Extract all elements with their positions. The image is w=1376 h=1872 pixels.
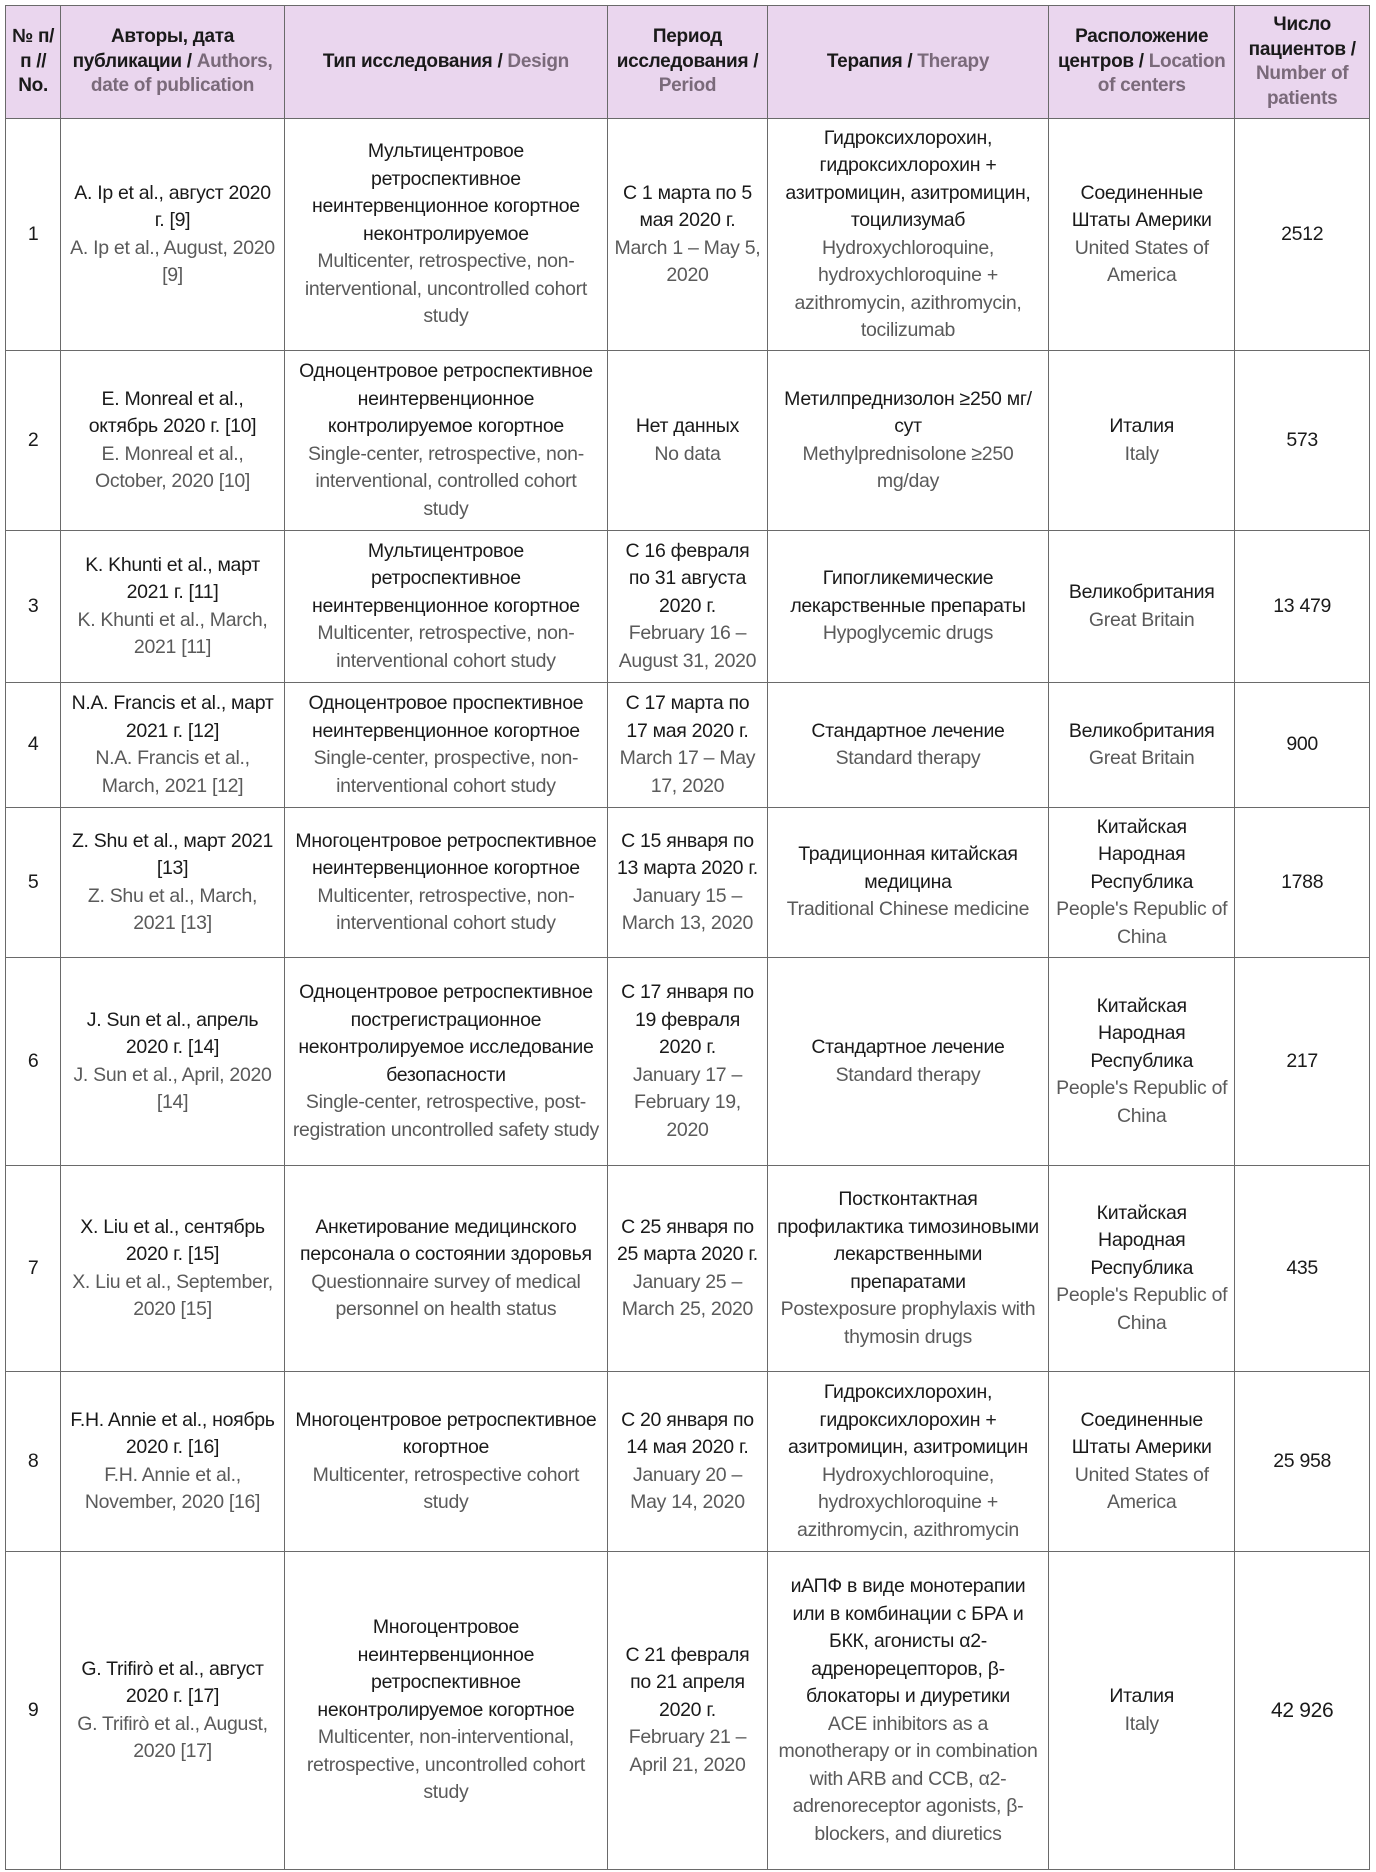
cell-design-ru: Одноцентровое проспективное неинтервенционное когортное <box>308 692 584 742</box>
cell-patients <box>1235 119 1370 351</box>
cell-therapy-en: Traditional Chinese medicine <box>786 898 1030 921</box>
cell-design-en: Multicenter, retrospective, non-interventional cohort study <box>317 622 575 672</box>
table-row <box>6 351 1370 531</box>
cell-therapy <box>767 1372 1048 1552</box>
cell-patients <box>1235 683 1370 808</box>
cell-location-ru: Великобритания <box>1068 719 1215 742</box>
cell-design <box>284 531 607 683</box>
cell-authors-en: A. Ip et al., August, 2020 [9] <box>70 236 275 286</box>
header-period <box>608 6 768 119</box>
cell-therapy-en: Postexposure prophylaxis with thymosin drugs <box>780 1298 1036 1348</box>
cell-patients-ru: 573 <box>1286 428 1318 451</box>
cell-period-ru: С 21 февраля по 21 апреля 2020 г. <box>625 1643 750 1721</box>
cell-no <box>6 683 61 808</box>
table-row <box>6 119 1370 351</box>
header-period-en: Period <box>658 75 717 97</box>
table-row <box>6 1372 1370 1552</box>
cell-design-en: Multicenter, retrospective cohort study <box>312 1463 580 1513</box>
cell-location-ru: Великобритания <box>1068 581 1215 603</box>
header-authors-ru: Авторы, дата публикации / <box>72 26 235 72</box>
table-row <box>6 1166 1370 1372</box>
header-location-en: Location of centers <box>1097 50 1226 97</box>
cell-authors-ru: F.H. Annie et al., ноябрь 2020 г. [16] <box>70 1408 275 1458</box>
cell-therapy-ru: Метилпреднизолон ≥250 мг/сут <box>784 387 1032 437</box>
header-row <box>6 6 1370 119</box>
header-design-ru: Тип исследования / <box>322 50 503 72</box>
cell-authors <box>61 119 285 351</box>
cell-location <box>1049 119 1235 351</box>
cell-location-en: People's Republic of China <box>1056 1284 1228 1334</box>
cell-location-ru: Китайская Народная Республика <box>1090 815 1194 893</box>
cell-therapy-en: Hydroxychloroquine, hydroxychloroquine + azithromycin, azithromycin <box>797 1463 1019 1541</box>
cell-no <box>6 808 61 958</box>
cell-period <box>608 119 768 351</box>
cell-period-ru: С 20 января по 14 мая 2020 г. <box>621 1408 754 1458</box>
cell-therapy <box>767 808 1048 958</box>
header-design-en: Design <box>507 50 569 72</box>
cell-no-ru: 3 <box>27 594 39 617</box>
cell-authors-en: K. Khunti et al., March, 2021 [11] <box>77 608 268 658</box>
cell-location <box>1049 1372 1235 1552</box>
cell-design-en: Single-center, retrospective, post-registration uncontrolled safety study <box>292 1091 600 1141</box>
cell-authors-ru: N.A. Francis et al., март 2021 г. [12] <box>71 692 274 742</box>
cell-period <box>608 808 768 958</box>
cell-design-ru: Многоцентровое ретроспективное неинтервенционное когортное <box>295 829 597 879</box>
cell-design-ru: Анкетирование медицинского персонала о состоянии здоровья <box>300 1215 592 1265</box>
cell-no <box>6 958 61 1166</box>
cell-design-en: Single-center, prospective, non-interventional cohort study <box>313 747 579 797</box>
cell-no-ru: 1 <box>27 222 39 245</box>
cell-authors-en: F.H. Annie et al., November, 2020 [16] <box>84 1463 261 1513</box>
cell-authors <box>61 531 285 683</box>
cell-authors-en: N.A. Francis et al., March, 2021 [12] <box>95 747 250 797</box>
cell-patients-ru: 25 958 <box>1273 1449 1332 1472</box>
cell-period-ru: С 16 февраля по 31 августа 2020 г. <box>625 539 750 617</box>
cell-location <box>1049 531 1235 683</box>
cell-period <box>608 683 768 808</box>
cell-no-ru: 6 <box>27 1049 39 1072</box>
cell-patients-ru: 13 479 <box>1273 594 1332 617</box>
cell-authors <box>61 1372 285 1552</box>
header-period-ru: Период исследования / <box>616 26 759 72</box>
cell-authors-en: X. Liu et al., September, 2020 [15] <box>72 1270 273 1320</box>
header-location-ru: Расположение центров / <box>1057 26 1209 72</box>
cell-no-ru: 7 <box>27 1256 39 1279</box>
cell-patients-ru: 1788 <box>1281 870 1324 893</box>
cell-patients <box>1235 1166 1370 1372</box>
cell-therapy <box>767 1166 1048 1372</box>
cell-therapy-en: Standard therapy <box>835 747 981 769</box>
cell-period-en: February 21 – April 21, 2020 <box>628 1726 747 1776</box>
cell-location-en: United States of America <box>1074 1463 1209 1513</box>
cell-authors-ru: E. Monreal et al., октябрь 2020 г. [10] <box>88 387 257 437</box>
cell-period-ru: С 17 марта по 17 мая 2020 г. <box>625 692 750 742</box>
cell-therapy <box>767 531 1048 683</box>
cell-authors <box>61 1166 285 1372</box>
cell-location <box>1049 1552 1235 1870</box>
cell-period-en: January 25 – March 25, 2020 <box>621 1270 754 1320</box>
table-header <box>6 6 1370 119</box>
cell-patients <box>1235 531 1370 683</box>
cell-no-ru: 4 <box>27 733 39 756</box>
cell-design-en: Multicenter, retrospective, non-interventional cohort study <box>317 884 575 934</box>
table-body <box>6 119 1370 1870</box>
cell-location-en: People's Republic of China <box>1056 898 1228 948</box>
cell-location-ru: Италия <box>1109 415 1175 437</box>
cell-therapy-ru: Гипогликемические лекарственные препараты <box>790 567 1026 617</box>
cell-location <box>1049 683 1235 808</box>
cell-location <box>1049 958 1235 1166</box>
cell-authors-ru: J. Sun et al., апрель 2020 г. [14] <box>86 1008 259 1058</box>
cell-period-en: January 20 – May 14, 2020 <box>630 1463 745 1513</box>
cell-design <box>284 683 607 808</box>
cell-period-en: February 16 – August 31, 2020 <box>618 622 757 672</box>
cell-period-ru: С 25 января по 25 марта 2020 г. <box>617 1215 758 1265</box>
cell-location-en: Great Britain <box>1088 608 1195 631</box>
cell-design-en: Multicenter, retrospective, non-interventional, uncontrolled cohort study <box>304 250 587 328</box>
cell-design-en: Multicenter, non-interventional, retrospective, uncontrolled cohort study <box>306 1726 585 1804</box>
cell-design <box>284 958 607 1166</box>
cell-authors <box>61 958 285 1166</box>
cell-period <box>608 1552 768 1870</box>
cell-design-en: Single-center, retrospective, non-interventional, controlled cohort study <box>307 442 584 520</box>
cell-location-en: United States of America <box>1074 236 1209 286</box>
header-therapy-ru: Терапия / <box>826 50 913 72</box>
cell-therapy-en: Hydroxychloroquine, hydroxychloroquine + azithromycin, azithromycin, tocilizumab <box>794 236 1022 341</box>
cell-period-ru: С 15 января по 13 марта 2020 г. <box>617 829 758 879</box>
cell-patients <box>1235 1372 1370 1552</box>
cell-location <box>1049 1166 1235 1372</box>
cell-therapy-ru: Традиционная китайская медицина <box>798 843 1018 893</box>
header-patients-ru: Число пациентов / <box>1248 14 1356 60</box>
cell-authors <box>61 351 285 531</box>
cell-therapy-en: Standard therapy <box>835 1063 981 1086</box>
cell-location-ru: Китайская Народная Республика <box>1090 1201 1194 1279</box>
cell-design <box>284 1552 607 1870</box>
cell-authors-ru: X. Liu et al., сентябрь 2020 г. [15] <box>80 1215 265 1265</box>
cell-design-ru: Одноцентровое ретроспективное неинтервенционное контролируемое когортное <box>299 360 593 437</box>
table-row <box>6 1552 1370 1870</box>
cell-location-en: People's Republic of China <box>1056 1077 1228 1127</box>
cell-period-ru: С 1 марта по 5 мая 2020 г. <box>623 181 752 231</box>
studies-table <box>5 5 1370 1870</box>
header-patients <box>1235 6 1370 119</box>
cell-period-ru: С 17 января по 19 февраля 2020 г. <box>621 981 754 1058</box>
cell-therapy <box>767 1552 1048 1870</box>
cell-design <box>284 1372 607 1552</box>
cell-no <box>6 1552 61 1870</box>
cell-no <box>6 1166 61 1372</box>
cell-patients <box>1235 808 1370 958</box>
cell-patients <box>1235 1552 1370 1870</box>
cell-therapy <box>767 958 1048 1166</box>
table-row <box>6 683 1370 808</box>
cell-design <box>284 351 607 531</box>
cell-authors <box>61 1552 285 1870</box>
cell-period-en: March 17 – May 17, 2020 <box>619 747 756 797</box>
header-therapy-en: Therapy <box>917 50 990 72</box>
cell-therapy-ru: Стандартное лечение <box>811 719 1005 742</box>
cell-patients-ru: 2512 <box>1281 222 1324 245</box>
cell-no-ru: 2 <box>27 428 39 451</box>
cell-period-en: January 17 – February 19, 2020 <box>632 1063 743 1141</box>
cell-therapy-ru: Стандартное лечение <box>811 1036 1005 1058</box>
header-location <box>1049 6 1235 119</box>
cell-patients-ru: 217 <box>1286 1049 1318 1072</box>
cell-location-ru: Соединенные Штаты Америки <box>1071 1408 1212 1458</box>
cell-location-ru: Италия <box>1109 1685 1175 1707</box>
cell-location-en: Italy <box>1124 1712 1159 1735</box>
cell-patients-ru: 900 <box>1286 733 1318 756</box>
cell-therapy-en: Hypoglycemic drugs <box>822 622 994 645</box>
cell-period <box>608 1372 768 1552</box>
cell-therapy-en: ACE inhibitors as a monotherapy or in combination with ARB and CCB, α2-adrenoreceptor agonists, β-blockers, and diuretics <box>778 1712 1038 1845</box>
cell-no <box>6 351 61 531</box>
cell-patients-ru: 42 926 <box>1270 1698 1334 1722</box>
cell-design-en: Questionnaire survey of medical personnel on health status <box>311 1270 581 1320</box>
cell-design-ru: Многоцентровое ретроспективное когортное <box>295 1408 597 1458</box>
cell-therapy <box>767 683 1048 808</box>
cell-patients <box>1235 958 1370 1166</box>
cell-location <box>1049 351 1235 531</box>
cell-design <box>284 1166 607 1372</box>
cell-no <box>6 531 61 683</box>
cell-design <box>284 119 607 351</box>
header-no <box>6 6 61 119</box>
cell-design-ru: Мультицентровое ретроспективное неинтервенционное когортное неконтролируемое <box>312 140 580 245</box>
cell-period-ru: Нет данных <box>635 415 740 437</box>
header-no-en: No. <box>18 75 48 97</box>
cell-therapy-en: Methylprednisolone ≥250 mg/day <box>802 442 1014 492</box>
cell-no-ru: 9 <box>27 1698 39 1721</box>
cell-period-en: January 15 – March 13, 2020 <box>621 884 754 934</box>
cell-patients-ru: 435 <box>1286 1256 1318 1279</box>
cell-design-ru: Мультицентровое ретроспективное неинтервенционное когортное <box>312 539 580 617</box>
cell-design-ru: Одноцентровое ретроспективное пострегистрационное неконтролируемое исследование безопасности <box>298 981 594 1086</box>
cell-authors <box>61 808 285 958</box>
cell-design-ru: Многоцентровое неинтервенционное ретроспективное неконтролируемое когортное <box>317 1616 575 1721</box>
cell-period-en: March 1 – May 5, 2020 <box>614 236 761 286</box>
table-row <box>6 531 1370 683</box>
cell-period-en: No data <box>654 442 721 465</box>
cell-therapy-ru: иАПФ в виде монотерапии или в комбинации с БРА и БКК, агонисты α2-адренорецепторов, β-блокаторы и диуретики <box>790 1575 1026 1707</box>
cell-location-en: Great Britain <box>1088 747 1195 769</box>
cell-authors-ru: Z. Shu et al., март 2021 [13] <box>71 829 274 879</box>
cell-no <box>6 119 61 351</box>
header-design <box>284 6 607 119</box>
cell-location <box>1049 808 1235 958</box>
header-no-ru: № п/п // <box>12 26 55 72</box>
table-row <box>6 958 1370 1166</box>
cell-authors-en: E. Monreal et al., October, 2020 [10] <box>95 442 251 492</box>
cell-therapy-ru: Гидроксихлорохин, гидроксихлорохин + азитромицин, азитромицин <box>787 1381 1028 1458</box>
header-therapy <box>767 6 1048 119</box>
cell-therapy <box>767 351 1048 531</box>
cell-period <box>608 351 768 531</box>
cell-period <box>608 531 768 683</box>
cell-authors-ru: A. Ip et al., август 2020 г. [9] <box>74 181 271 231</box>
table-row <box>6 808 1370 958</box>
cell-period <box>608 1166 768 1372</box>
cell-no <box>6 1372 61 1552</box>
cell-authors-ru: G. Trifirò et al., август 2020 г. [17] <box>81 1657 264 1707</box>
cell-authors-en: G. Trifirò et al., August, 2020 [17] <box>77 1712 268 1762</box>
cell-authors-en: J. Sun et al., April, 2020 [14] <box>73 1063 272 1113</box>
header-authors <box>61 6 285 119</box>
cell-location-ru: Соединенные Штаты Америки <box>1071 181 1212 231</box>
cell-period <box>608 958 768 1166</box>
cell-no-ru: 5 <box>27 870 39 893</box>
cell-therapy-ru: Постконтактная профилактика тимозиновыми лекарственными препаратами <box>777 1188 1039 1293</box>
cell-location-en: Italy <box>1124 442 1159 465</box>
cell-therapy <box>767 119 1048 351</box>
cell-authors-en: Z. Shu et al., March, 2021 [13] <box>87 884 258 934</box>
cell-authors-ru: K. Khunti et al., март 2021 г. [11] <box>85 553 260 603</box>
header-patients-en: Number of patients <box>1256 63 1349 109</box>
cell-authors <box>61 683 285 808</box>
cell-patients <box>1235 351 1370 531</box>
cell-no-ru: 8 <box>27 1449 39 1472</box>
cell-location-ru: Китайская Народная Республика <box>1090 994 1194 1072</box>
cell-therapy-ru: Гидроксихлорохин, гидроксихлорохин + азитромицин, азитромицин, тоцилизумаб <box>785 126 1031 231</box>
header-authors-en: Authors, date of publication <box>90 50 273 97</box>
cell-design <box>284 808 607 958</box>
